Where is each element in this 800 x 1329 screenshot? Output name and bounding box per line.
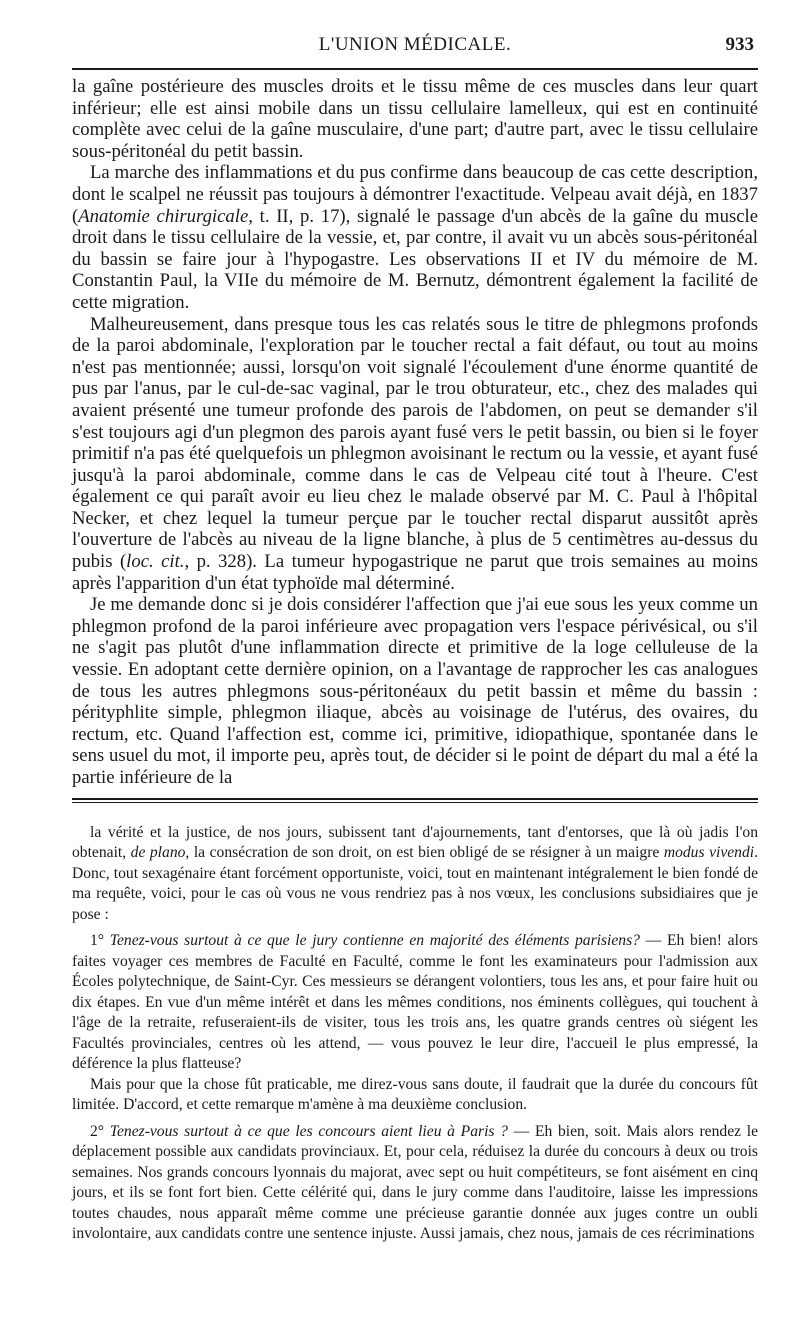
- paragraph-4: Je me demande donc si je dois considérer l'affection que j'ai eue sous les yeux comme un phlegmon profond de la paroi inférieure avec propagation vers l'espace périvésical, ou s'il ne s'agit pas plutôt d'une inflammation directe et primitive de la loge celluleuse de la vessie. En adoptant cette dernière opinion, on a l'avantage de rapprocher les cas analogues de tous les autres phlegmons sous-péritonéaux du petit bassin et même du bassin : pérityphlite simple, phlegmon iliaque, abcès au voisinage de l'utérus, des ovaires, du rectum, etc. Quand l'affection est, comme ici, primitive, idiopathique, spontanée dans le sens usuel du mot, il importe peu, après tout, de décider si le point de départ du mal a été la partie inférieure de la: [72, 594, 758, 788]
- conclusion-1: 1° Tenez-vous surtout à ce que le jury contienne en majorité des éléments parisiens? — Eh bien! alors faites voyager ces membres de Faculté en Faculté, comme le font les examinateurs pour l'admission aux Écoles polytechnique, de Saint-Cyr. Ces messieurs se dérangent volontiers, tous les ans, et pour faire huit ou dix étapes. En vue d'un même intérêt et dans les mêmes conditions, nos éminents collègues, qui touchent à l'âge de la retraite, refuseraient-ils de visiter, tous les trois ans, les quatre grands centres où siégent les Facultés provinciales, centres où les attend, — vous pouvez le leur dire, l'accueil le plus empressé, la déférence la plus flatteuse?: [72, 932, 758, 1073]
- citation-title: Anatomie chirurgicale: [78, 205, 249, 227]
- conclusion-2-title: Tenez-vous surtout à ce que les concours aient lieu à Paris ?: [109, 1122, 508, 1140]
- conclusion-1-title: Tenez-vous surtout à ce que le jury contienne en majorité des éléments parisiens?: [109, 932, 640, 950]
- paragraph-1: la gaîne postérieure des muscles droits et le tissu même de ces muscles dans leur quart inférieur; elle est ainsi mobile dans un tissu cellulaire lamelleux, qui est en continuité complète avec celui de la gaîne musculaire, d'une part; d'autre part, avec le tissu cellulaire sous-péritonéal du petit bassin.: [72, 76, 758, 162]
- running-title: L'UNION MÉDICALE.: [318, 34, 512, 55]
- citation-loc-cit: loc. cit.: [126, 551, 185, 573]
- conclusion-2: 2° Tenez-vous surtout à ce que les concours aient lieu à Paris ? — Eh bien, soit. Mais alors rendez le déplacement possible aux candidats provinciaux. Et, pour cela, réduisez la durée du concours à deux ou trois semaines. Nos grands concours lyonnais du majorat, avec sept ou huit compétiteurs, se font aisément en cinq jours, et ils se font fort bien. Cette célérité qui, dans le jury comme dans l'auditoire, laisse les impressions toutes chaudes, nous apparaît même comme une précieuse garantie donnée aux juges contre un oubli involontaire, aux candidats contre une sentence injuste. Aussi jamais, chez nous, jamais de ces récriminations: [72, 1122, 758, 1243]
- note-paragraph-1: la vérité et la justice, de nos jours, subissent tant d'ajournements, tant d'entorses, que là où jadis l'on obtenait, de plano, la consécration de son droit, on est bien obligé de se résigner à un maigre modus vivendi. Donc, tout sexagénaire étant forcément opportuniste, voici, tout en maintenant intégralement le bien fondé de ma requête, voici, pour le cas où vous ne vous rendriez pas à nos vœux, les conclusions subsidiaires que je pose :: [72, 823, 758, 923]
- section-divider: [72, 798, 758, 803]
- paragraph-3: Malheureusement, dans presque tous les cas relatés sous le titre de phlegmons profonds de la paroi abdominale, l'exploration par le toucher rectal a fait défaut, ou tout au moins n'est pas mentionnée; aussi, lorsqu'on voit signalé l'écoulement d'une énorme quantité de pus par l'anus, par le cul-de-sac vaginal, par le trou obturateur, etc., chez des malades qui avaient présenté une tumeur profonde des parois de l'abdomen, on peut se demander s'il s'est toujours agi d'un plegmon des parois ayant fusé vers le petit bassin, ou bien si le foyer primitif n'a pas été quelquefois un phlegmon avoisinant le rectum ou la vessie, et ayant fusé jusqu'à la paroi abdominale, comme dans le cas de Velpeau cité tout à l'heure. C'est également ce qui paraît avoir eu lieu chez le malade observé par M. C. Paul à l'hôpital Necker, et chez lequel la tumeur perçue par le toucher rectal disparut aussitôt après l'ouverture de l'abcès au niveau de la ligne blanche, à plus de 5 centimètres au-dessus du pubis (loc. cit., p. 328). La tumeur hypogastrique ne parut que trois semaines au moins après l'apparition d'un état typhoïde mal déterminé.: [72, 313, 758, 594]
- main-text: [72, 76, 758, 789]
- paragraph-2: La marche des inflammations et du pus confirme dans beaucoup de cas cette description, dont le scalpel ne réussit pas toujours à démontrer l'exactitude. Velpeau avait déjà, en 1837 (Anatomie chirurgicale, t. II, p. 17), signalé le passage d'un abcès de la gaîne du muscle droit dans le tissu cellulaire de la vessie, et, par contre, il avait vu un abcès sous-péritonéal du bassin se faire jour à l'hypogastre. Les observations II et IV du mémoire de M. Constantin Paul, la VIIe du mémoire de M. Bernutz, démontrent également la facilité de cette migration.: [72, 162, 758, 313]
- running-header: [72, 34, 758, 70]
- page-number: 933: [725, 34, 754, 55]
- note-paragraph-2: Mais pour que la chose fût praticable, me direz-vous sans doute, il faudrait que la durée du concours fût limitée. D'accord, et cette remarque m'amène à ma deuxième conclusion.: [72, 1075, 758, 1114]
- feuilleton-text: [72, 823, 758, 1245]
